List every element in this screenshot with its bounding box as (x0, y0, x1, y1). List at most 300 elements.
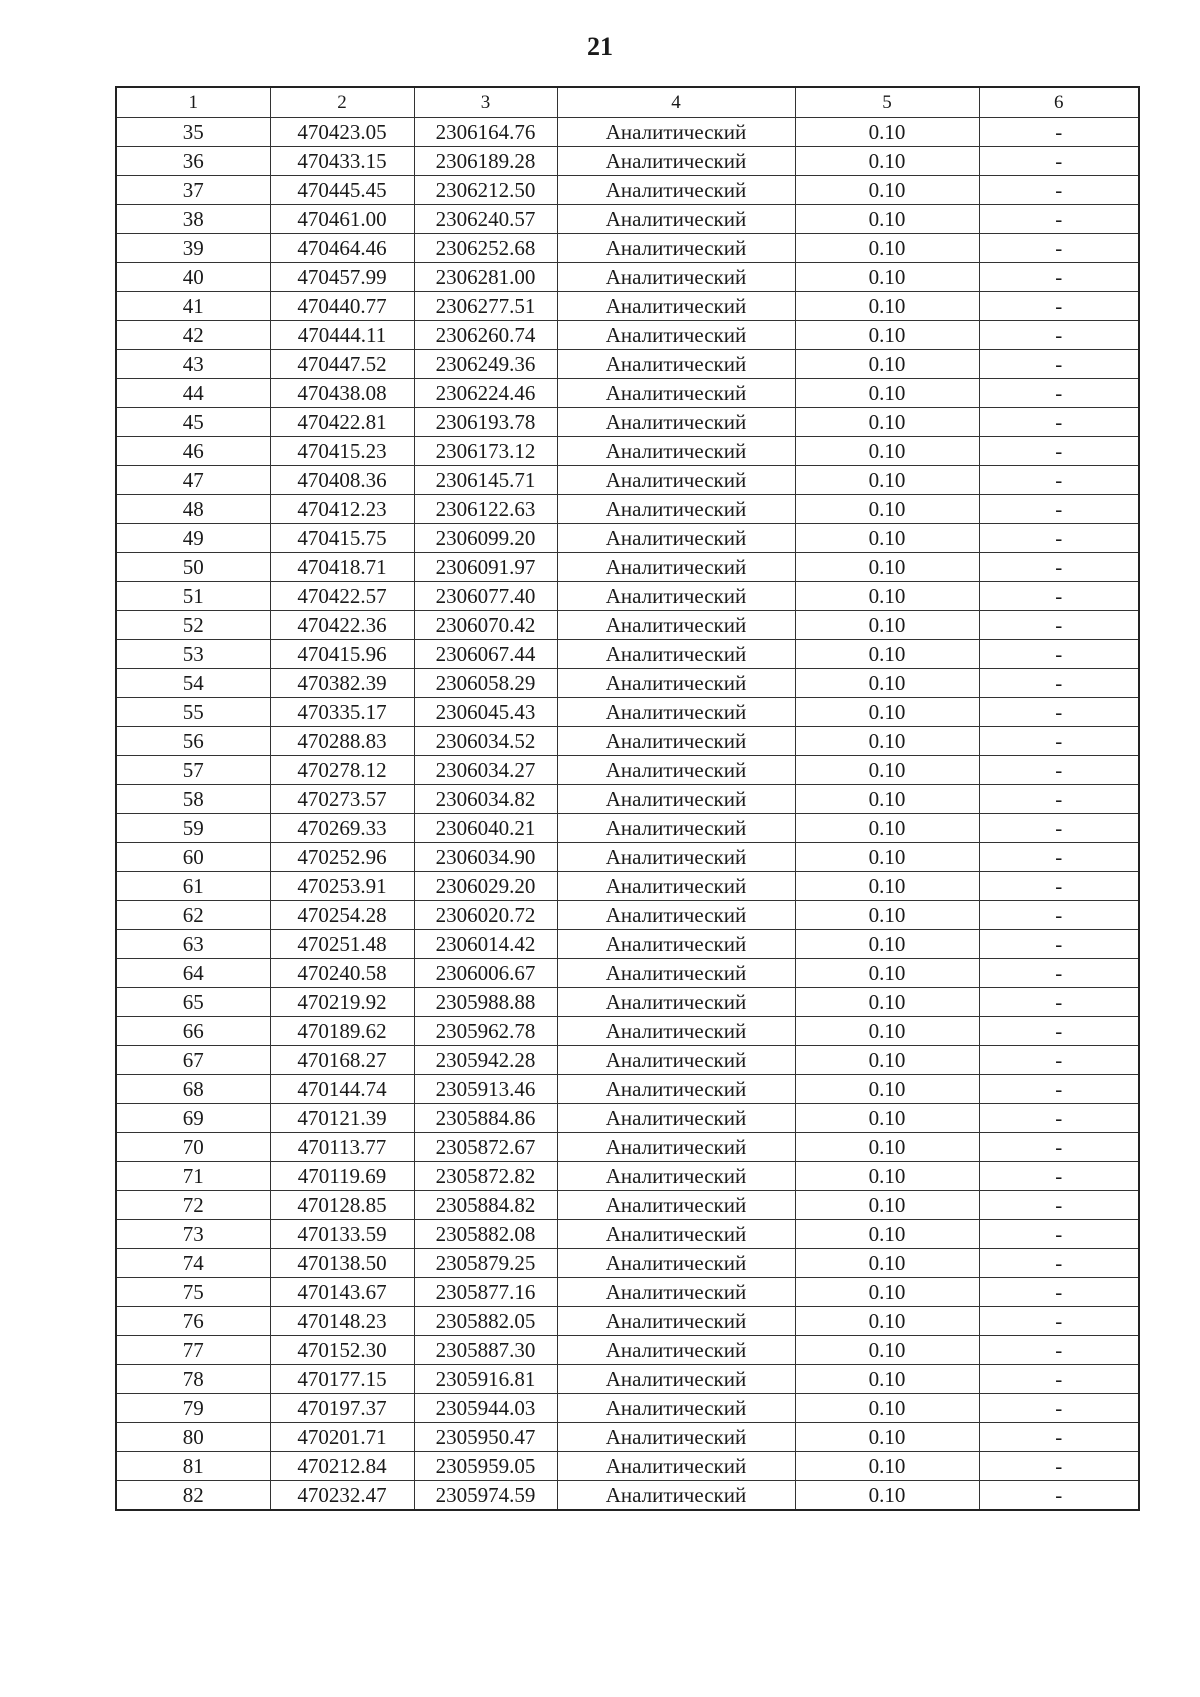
point-number-cell: 35 (116, 118, 270, 147)
note-cell: - (979, 1075, 1139, 1104)
note-cell: - (979, 582, 1139, 611)
note-cell: - (979, 785, 1139, 814)
table-row (116, 495, 1139, 524)
method-cell: Аналитический (557, 901, 795, 930)
y-coordinate-cell: 2306249.36 (414, 350, 557, 379)
x-coordinate-cell: 470168.27 (270, 1046, 414, 1075)
point-number-cell: 36 (116, 147, 270, 176)
method-cell: Аналитический (557, 1133, 795, 1162)
method-cell: Аналитический (557, 727, 795, 756)
point-number-cell: 72 (116, 1191, 270, 1220)
note-cell: - (979, 1191, 1139, 1220)
table-row (116, 1162, 1139, 1191)
point-number-cell: 39 (116, 234, 270, 263)
table-row (116, 1017, 1139, 1046)
point-number-cell: 43 (116, 350, 270, 379)
y-coordinate-cell: 2305877.16 (414, 1278, 557, 1307)
note-cell: - (979, 1133, 1139, 1162)
table-row (116, 988, 1139, 1017)
table-row (116, 930, 1139, 959)
accuracy-cell: 0.10 (795, 1365, 979, 1394)
x-coordinate-cell: 470273.57 (270, 785, 414, 814)
accuracy-cell: 0.10 (795, 1423, 979, 1452)
note-cell: - (979, 118, 1139, 147)
point-number-cell: 64 (116, 959, 270, 988)
note-cell: - (979, 437, 1139, 466)
y-coordinate-cell: 2306099.20 (414, 524, 557, 553)
accuracy-cell: 0.10 (795, 379, 979, 408)
note-cell: - (979, 843, 1139, 872)
method-cell: Аналитический (557, 1452, 795, 1481)
method-cell: Аналитический (557, 872, 795, 901)
method-cell: Аналитический (557, 930, 795, 959)
note-cell: - (979, 1104, 1139, 1133)
x-coordinate-cell: 470415.75 (270, 524, 414, 553)
point-number-cell: 80 (116, 1423, 270, 1452)
point-number-cell: 38 (116, 205, 270, 234)
table-row (116, 147, 1139, 176)
table-row (116, 1075, 1139, 1104)
y-coordinate-cell: 2306164.76 (414, 118, 557, 147)
point-number-cell: 60 (116, 843, 270, 872)
table-row (116, 292, 1139, 321)
point-number-cell: 57 (116, 756, 270, 785)
point-number-cell: 54 (116, 669, 270, 698)
accuracy-cell: 0.10 (795, 1249, 979, 1278)
y-coordinate-cell: 2306006.67 (414, 959, 557, 988)
x-coordinate-cell: 470382.39 (270, 669, 414, 698)
point-number-cell: 41 (116, 292, 270, 321)
table-header-row (116, 87, 1139, 118)
accuracy-cell: 0.10 (795, 611, 979, 640)
y-coordinate-cell: 2306070.42 (414, 611, 557, 640)
point-number-cell: 68 (116, 1075, 270, 1104)
accuracy-cell: 0.10 (795, 321, 979, 350)
accuracy-cell: 0.10 (795, 263, 979, 292)
method-cell: Аналитический (557, 263, 795, 292)
method-cell: Аналитический (557, 669, 795, 698)
y-coordinate-cell: 2305882.08 (414, 1220, 557, 1249)
y-coordinate-cell: 2305962.78 (414, 1017, 557, 1046)
note-cell: - (979, 1336, 1139, 1365)
accuracy-cell: 0.10 (795, 582, 979, 611)
point-number-cell: 78 (116, 1365, 270, 1394)
x-coordinate-cell: 470278.12 (270, 756, 414, 785)
accuracy-cell: 0.10 (795, 176, 979, 205)
method-cell: Аналитический (557, 1075, 795, 1104)
y-coordinate-cell: 2306014.42 (414, 930, 557, 959)
note-cell: - (979, 205, 1139, 234)
accuracy-cell: 0.10 (795, 1278, 979, 1307)
point-number-cell: 49 (116, 524, 270, 553)
note-cell: - (979, 1162, 1139, 1191)
accuracy-cell: 0.10 (795, 930, 979, 959)
table-row (116, 1191, 1139, 1220)
point-number-cell: 81 (116, 1452, 270, 1481)
note-cell: - (979, 379, 1139, 408)
accuracy-cell: 0.10 (795, 901, 979, 930)
point-number-cell: 63 (116, 930, 270, 959)
method-cell: Аналитический (557, 466, 795, 495)
accuracy-cell: 0.10 (795, 1075, 979, 1104)
x-coordinate-cell: 470422.36 (270, 611, 414, 640)
point-number-cell: 52 (116, 611, 270, 640)
x-coordinate-cell: 470119.69 (270, 1162, 414, 1191)
x-coordinate-cell: 470253.91 (270, 872, 414, 901)
point-number-cell: 58 (116, 785, 270, 814)
coordinates-table (115, 86, 1140, 1511)
method-cell: Аналитический (557, 321, 795, 350)
column-header-6: 6 (979, 87, 1139, 118)
method-cell: Аналитический (557, 959, 795, 988)
y-coordinate-cell: 2305944.03 (414, 1394, 557, 1423)
accuracy-cell: 0.10 (795, 437, 979, 466)
note-cell: - (979, 1365, 1139, 1394)
point-number-cell: 45 (116, 408, 270, 437)
y-coordinate-cell: 2306040.21 (414, 814, 557, 843)
accuracy-cell: 0.10 (795, 785, 979, 814)
method-cell: Аналитический (557, 611, 795, 640)
note-cell: - (979, 1452, 1139, 1481)
point-number-cell: 73 (116, 1220, 270, 1249)
x-coordinate-cell: 470189.62 (270, 1017, 414, 1046)
y-coordinate-cell: 2306020.72 (414, 901, 557, 930)
y-coordinate-cell: 2305959.05 (414, 1452, 557, 1481)
point-number-cell: 74 (116, 1249, 270, 1278)
y-coordinate-cell: 2305950.47 (414, 1423, 557, 1452)
table-row (116, 1307, 1139, 1336)
y-coordinate-cell: 2305884.86 (414, 1104, 557, 1133)
method-cell: Аналитический (557, 408, 795, 437)
y-coordinate-cell: 2306122.63 (414, 495, 557, 524)
accuracy-cell: 0.10 (795, 640, 979, 669)
accuracy-cell: 0.10 (795, 814, 979, 843)
x-coordinate-cell: 470423.05 (270, 118, 414, 147)
x-coordinate-cell: 470335.17 (270, 698, 414, 727)
x-coordinate-cell: 470445.45 (270, 176, 414, 205)
method-cell: Аналитический (557, 988, 795, 1017)
y-coordinate-cell: 2306189.28 (414, 147, 557, 176)
point-number-cell: 69 (116, 1104, 270, 1133)
accuracy-cell: 0.10 (795, 495, 979, 524)
note-cell: - (979, 611, 1139, 640)
table-row (116, 1336, 1139, 1365)
note-cell: - (979, 872, 1139, 901)
method-cell: Аналитический (557, 1481, 795, 1511)
accuracy-cell: 0.10 (795, 1162, 979, 1191)
table-row (116, 321, 1139, 350)
point-number-cell: 82 (116, 1481, 270, 1511)
note-cell: - (979, 930, 1139, 959)
y-coordinate-cell: 2306281.00 (414, 263, 557, 292)
x-coordinate-cell: 470212.84 (270, 1452, 414, 1481)
y-coordinate-cell: 2306029.20 (414, 872, 557, 901)
method-cell: Аналитический (557, 1249, 795, 1278)
note-cell: - (979, 640, 1139, 669)
method-cell: Аналитический (557, 1191, 795, 1220)
x-coordinate-cell: 470269.33 (270, 814, 414, 843)
table-row (116, 118, 1139, 147)
x-coordinate-cell: 470464.46 (270, 234, 414, 263)
point-number-cell: 59 (116, 814, 270, 843)
accuracy-cell: 0.10 (795, 1104, 979, 1133)
method-cell: Аналитический (557, 553, 795, 582)
note-cell: - (979, 1220, 1139, 1249)
table-row (116, 176, 1139, 205)
method-cell: Аналитический (557, 379, 795, 408)
method-cell: Аналитический (557, 1423, 795, 1452)
note-cell: - (979, 263, 1139, 292)
note-cell: - (979, 524, 1139, 553)
x-coordinate-cell: 470461.00 (270, 205, 414, 234)
method-cell: Аналитический (557, 1394, 795, 1423)
y-coordinate-cell: 2305879.25 (414, 1249, 557, 1278)
table-row (116, 901, 1139, 930)
y-coordinate-cell: 2305913.46 (414, 1075, 557, 1104)
note-cell: - (979, 292, 1139, 321)
y-coordinate-cell: 2306145.71 (414, 466, 557, 495)
x-coordinate-cell: 470422.57 (270, 582, 414, 611)
column-header-5: 5 (795, 87, 979, 118)
y-coordinate-cell: 2305884.82 (414, 1191, 557, 1220)
accuracy-cell: 0.10 (795, 988, 979, 1017)
method-cell: Аналитический (557, 147, 795, 176)
table-body (116, 118, 1139, 1511)
x-coordinate-cell: 470408.36 (270, 466, 414, 495)
table-row (116, 843, 1139, 872)
method-cell: Аналитический (557, 843, 795, 872)
method-cell: Аналитический (557, 814, 795, 843)
accuracy-cell: 0.10 (795, 959, 979, 988)
y-coordinate-cell: 2305887.30 (414, 1336, 557, 1365)
x-coordinate-cell: 470251.48 (270, 930, 414, 959)
y-coordinate-cell: 2306034.82 (414, 785, 557, 814)
y-coordinate-cell: 2306252.68 (414, 234, 557, 263)
accuracy-cell: 0.10 (795, 1017, 979, 1046)
x-coordinate-cell: 470412.23 (270, 495, 414, 524)
note-cell: - (979, 814, 1139, 843)
point-number-cell: 79 (116, 1394, 270, 1423)
method-cell: Аналитический (557, 1017, 795, 1046)
y-coordinate-cell: 2305872.67 (414, 1133, 557, 1162)
point-number-cell: 46 (116, 437, 270, 466)
x-coordinate-cell: 470144.74 (270, 1075, 414, 1104)
x-coordinate-cell: 470252.96 (270, 843, 414, 872)
accuracy-cell: 0.10 (795, 843, 979, 872)
method-cell: Аналитический (557, 234, 795, 263)
table-row (116, 814, 1139, 843)
method-cell: Аналитический (557, 118, 795, 147)
x-coordinate-cell: 470197.37 (270, 1394, 414, 1423)
point-number-cell: 48 (116, 495, 270, 524)
method-cell: Аналитический (557, 437, 795, 466)
accuracy-cell: 0.10 (795, 350, 979, 379)
x-coordinate-cell: 470133.59 (270, 1220, 414, 1249)
method-cell: Аналитический (557, 582, 795, 611)
note-cell: - (979, 988, 1139, 1017)
column-header-3: 3 (414, 87, 557, 118)
accuracy-cell: 0.10 (795, 118, 979, 147)
point-number-cell: 47 (116, 466, 270, 495)
note-cell: - (979, 1481, 1139, 1511)
note-cell: - (979, 321, 1139, 350)
note-cell: - (979, 1423, 1139, 1452)
accuracy-cell: 0.10 (795, 1452, 979, 1481)
table-row (116, 205, 1139, 234)
point-number-cell: 67 (116, 1046, 270, 1075)
x-coordinate-cell: 470177.15 (270, 1365, 414, 1394)
table-row (116, 524, 1139, 553)
accuracy-cell: 0.10 (795, 147, 979, 176)
table-row (116, 379, 1139, 408)
method-cell: Аналитический (557, 495, 795, 524)
accuracy-cell: 0.10 (795, 408, 979, 437)
y-coordinate-cell: 2305872.82 (414, 1162, 557, 1191)
column-header-4: 4 (557, 87, 795, 118)
note-cell: - (979, 727, 1139, 756)
table-row (116, 669, 1139, 698)
x-coordinate-cell: 470138.50 (270, 1249, 414, 1278)
method-cell: Аналитический (557, 205, 795, 234)
method-cell: Аналитический (557, 350, 795, 379)
note-cell: - (979, 698, 1139, 727)
table-row (116, 1220, 1139, 1249)
note-cell: - (979, 1249, 1139, 1278)
note-cell: - (979, 1307, 1139, 1336)
method-cell: Аналитический (557, 292, 795, 321)
y-coordinate-cell: 2306034.90 (414, 843, 557, 872)
accuracy-cell: 0.10 (795, 727, 979, 756)
accuracy-cell: 0.10 (795, 205, 979, 234)
note-cell: - (979, 408, 1139, 437)
point-number-cell: 37 (116, 176, 270, 205)
method-cell: Аналитический (557, 785, 795, 814)
table-row (116, 1278, 1139, 1307)
accuracy-cell: 0.10 (795, 234, 979, 263)
y-coordinate-cell: 2306224.46 (414, 379, 557, 408)
x-coordinate-cell: 470152.30 (270, 1336, 414, 1365)
method-cell: Аналитический (557, 176, 795, 205)
table-row (116, 1365, 1139, 1394)
note-cell: - (979, 147, 1139, 176)
y-coordinate-cell: 2305942.28 (414, 1046, 557, 1075)
table-row (116, 350, 1139, 379)
table-row (116, 1046, 1139, 1075)
note-cell: - (979, 1046, 1139, 1075)
accuracy-cell: 0.10 (795, 756, 979, 785)
accuracy-cell: 0.10 (795, 553, 979, 582)
accuracy-cell: 0.10 (795, 1307, 979, 1336)
point-number-cell: 50 (116, 553, 270, 582)
method-cell: Аналитический (557, 1336, 795, 1365)
accuracy-cell: 0.10 (795, 1133, 979, 1162)
table-row (116, 785, 1139, 814)
note-cell: - (979, 350, 1139, 379)
table-row (116, 698, 1139, 727)
table-row (116, 1133, 1139, 1162)
method-cell: Аналитический (557, 698, 795, 727)
accuracy-cell: 0.10 (795, 1481, 979, 1511)
table-row (116, 1104, 1139, 1133)
point-number-cell: 76 (116, 1307, 270, 1336)
note-cell: - (979, 1278, 1139, 1307)
x-coordinate-cell: 470444.11 (270, 321, 414, 350)
note-cell: - (979, 1394, 1139, 1423)
accuracy-cell: 0.10 (795, 292, 979, 321)
table-row (116, 437, 1139, 466)
accuracy-cell: 0.10 (795, 1191, 979, 1220)
accuracy-cell: 0.10 (795, 669, 979, 698)
method-cell: Аналитический (557, 1365, 795, 1394)
x-coordinate-cell: 470219.92 (270, 988, 414, 1017)
point-number-cell: 51 (116, 582, 270, 611)
y-coordinate-cell: 2306173.12 (414, 437, 557, 466)
point-number-cell: 77 (116, 1336, 270, 1365)
x-coordinate-cell: 470415.23 (270, 437, 414, 466)
y-coordinate-cell: 2306193.78 (414, 408, 557, 437)
x-coordinate-cell: 470440.77 (270, 292, 414, 321)
point-number-cell: 42 (116, 321, 270, 350)
note-cell: - (979, 234, 1139, 263)
x-coordinate-cell: 470438.08 (270, 379, 414, 408)
y-coordinate-cell: 2306077.40 (414, 582, 557, 611)
x-coordinate-cell: 470201.71 (270, 1423, 414, 1452)
x-coordinate-cell: 470254.28 (270, 901, 414, 930)
point-number-cell: 71 (116, 1162, 270, 1191)
x-coordinate-cell: 470121.39 (270, 1104, 414, 1133)
note-cell: - (979, 495, 1139, 524)
method-cell: Аналитический (557, 1162, 795, 1191)
method-cell: Аналитический (557, 1278, 795, 1307)
y-coordinate-cell: 2305988.88 (414, 988, 557, 1017)
y-coordinate-cell: 2306045.43 (414, 698, 557, 727)
table-row (116, 408, 1139, 437)
note-cell: - (979, 901, 1139, 930)
accuracy-cell: 0.10 (795, 1046, 979, 1075)
point-number-cell: 44 (116, 379, 270, 408)
x-coordinate-cell: 470148.23 (270, 1307, 414, 1336)
point-number-cell: 61 (116, 872, 270, 901)
accuracy-cell: 0.10 (795, 524, 979, 553)
x-coordinate-cell: 470113.77 (270, 1133, 414, 1162)
note-cell: - (979, 959, 1139, 988)
table-row (116, 727, 1139, 756)
column-header-1: 1 (116, 87, 270, 118)
x-coordinate-cell: 470143.67 (270, 1278, 414, 1307)
point-number-cell: 56 (116, 727, 270, 756)
page-number: 21 (587, 32, 613, 61)
method-cell: Аналитический (557, 1307, 795, 1336)
table-row (116, 1423, 1139, 1452)
table-row (116, 756, 1139, 785)
table-row (116, 959, 1139, 988)
y-coordinate-cell: 2306260.74 (414, 321, 557, 350)
accuracy-cell: 0.10 (795, 466, 979, 495)
accuracy-cell: 0.10 (795, 872, 979, 901)
note-cell: - (979, 466, 1139, 495)
y-coordinate-cell: 2305974.59 (414, 1481, 557, 1511)
x-coordinate-cell: 470288.83 (270, 727, 414, 756)
table-row (116, 1249, 1139, 1278)
x-coordinate-cell: 470415.96 (270, 640, 414, 669)
table-row (116, 466, 1139, 495)
x-coordinate-cell: 470457.99 (270, 263, 414, 292)
table-row (116, 234, 1139, 263)
x-coordinate-cell: 470418.71 (270, 553, 414, 582)
y-coordinate-cell: 2306212.50 (414, 176, 557, 205)
note-cell: - (979, 1017, 1139, 1046)
method-cell: Аналитический (557, 524, 795, 553)
